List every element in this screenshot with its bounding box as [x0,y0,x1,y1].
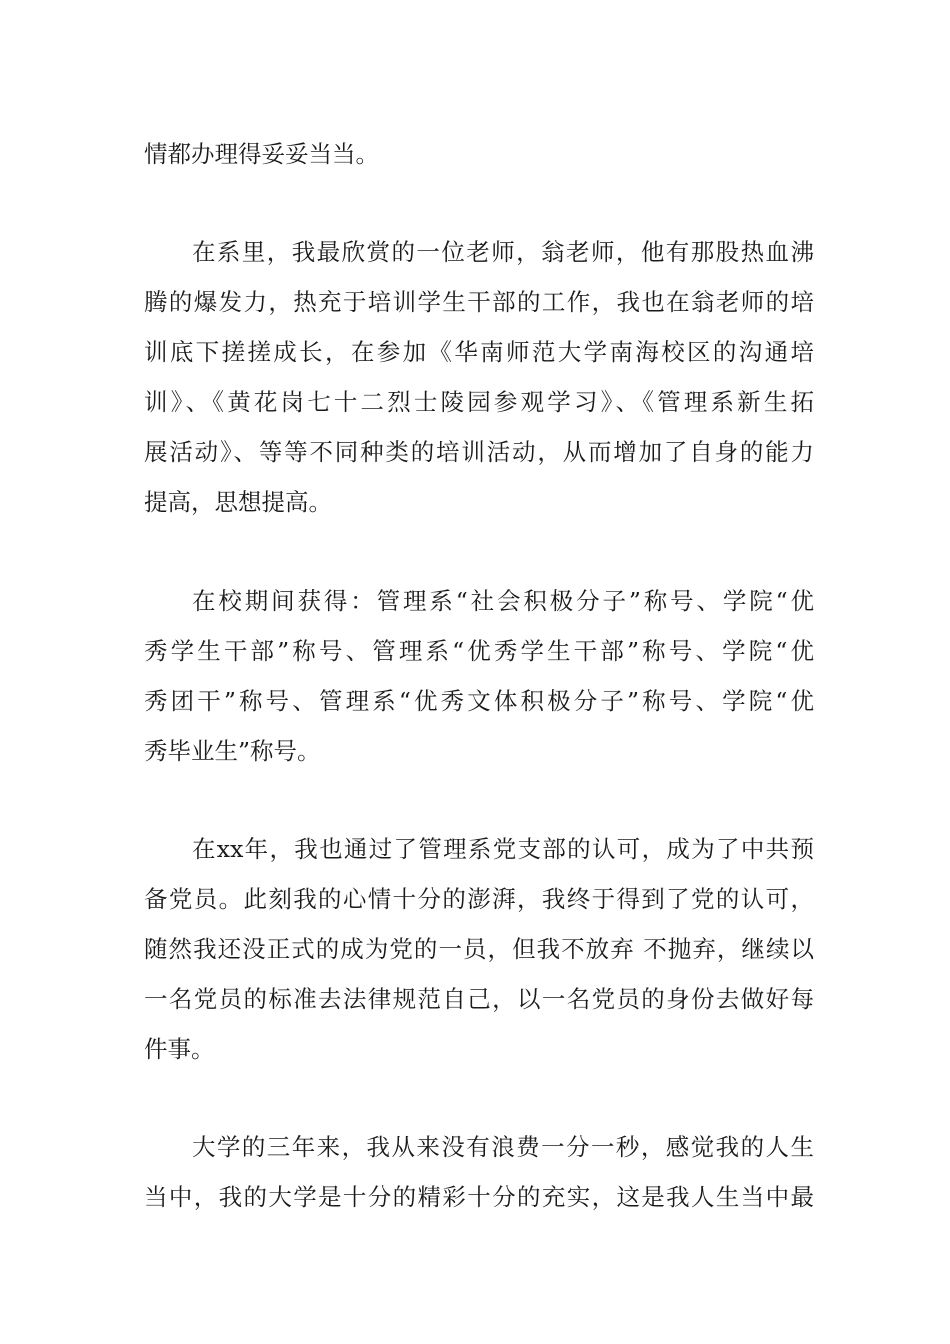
paragraph-1-line-1: 情都办理得妥妥当当。 [144,140,379,168]
paragraph-2-line-4: 训》、《黄花岗七十二烈士陵园参观学习》、《管理系新生拓 [144,388,814,416]
paragraph-2-line-6: 提高，思想提高。 [144,488,332,516]
paragraph-4-line-4: 一名党员的标准去法律规范自己，以一名党员的身份去做好每 [144,985,814,1013]
paragraph-2-line-3: 训底下搓搓成长，在参加《华南师范大学南海校区的沟通培 [144,338,814,366]
paragraph-5-line-1: 大学的三年来，我从来没有浪费一分一秒，感觉我的人生 [192,1133,814,1161]
paragraph-2-line-2: 腾的爆发力，热充于培训学生干部的工作，我也在翁老师的培 [144,288,814,316]
paragraph-5-line-2: 当中，我的大学是十分的精彩十分的充实，这是我人生当中最 [144,1183,814,1211]
paragraph-2-line-1: 在系里，我最欣赏的一位老师，翁老师，他有那股热血沸 [192,238,814,266]
paragraph-3-line-4: 秀毕业生”称号。 [144,737,321,765]
paragraph-3-line-2: 秀学生干部”称号、管理系“优秀学生干部”称号、学院“优 [144,637,814,665]
paragraph-3-line-3: 秀团干”称号、管理系“优秀文体积极分子”称号、学院“优 [144,687,814,715]
paragraph-4-line-3: 随然我还没正式的成为党的一员，但我不放弃 不抛弃，继续以 [144,935,814,963]
paragraph-3-line-1: 在校期间获得：管理系“社会积极分子”称号、学院“优 [192,587,814,615]
paragraph-4-line-2: 备党员。此刻我的心情十分的澎湃，我终于得到了党的认可， [144,885,814,913]
paragraph-4-line-1: 在xx年，我也通过了管理系党支部的认可，成为了中共预 [192,835,814,863]
paragraph-4-line-5: 件事。 [144,1035,215,1063]
paragraph-2-line-5: 展活动》、等等不同种类的培训活动，从而增加了自身的能力 [144,438,814,466]
